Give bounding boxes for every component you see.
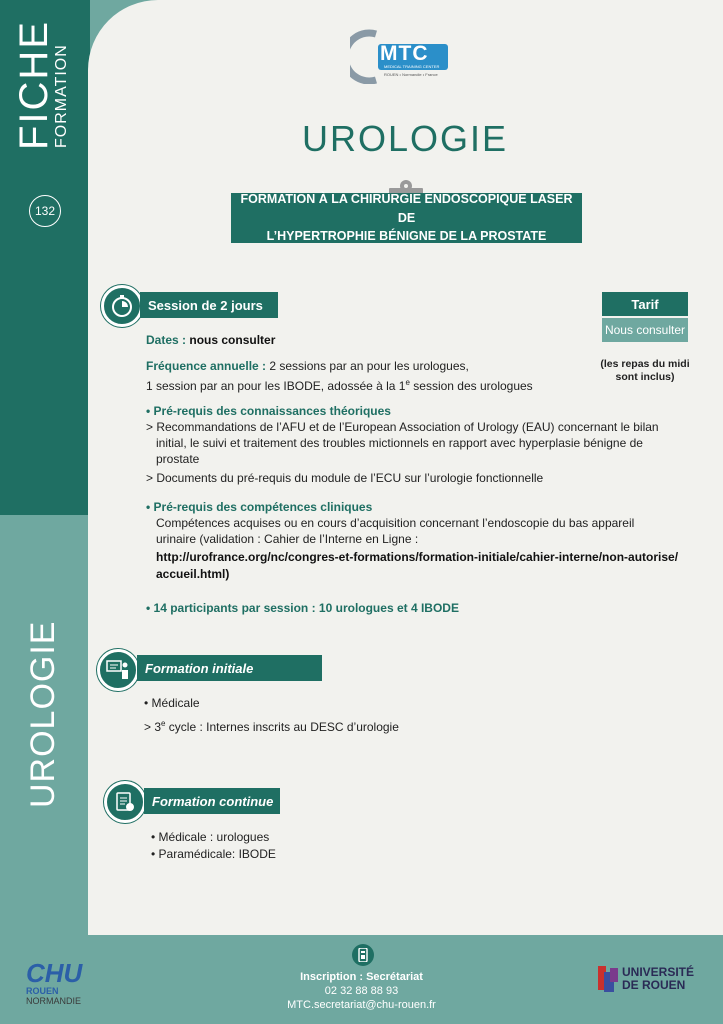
initial-item-prefix: > 3 <box>144 720 162 734</box>
stopwatch-icon <box>101 285 143 327</box>
prereq-theory-item: prostate <box>156 452 200 466</box>
prereq-clinical-title: • Pré-requis des compétences cliniques <box>146 500 373 514</box>
universite-text: UNIVERSITÉ <box>622 965 695 979</box>
tarif-note-line2: sont inclus) <box>615 371 675 383</box>
tarif-note-line1: (les repas du midi <box>600 358 690 370</box>
fiche-number: 132 <box>29 195 61 227</box>
formation-label: FORMATION <box>53 44 70 148</box>
chu-logo-text: CHU <box>26 958 83 988</box>
frequency-label: Fréquence annuelle : <box>146 359 267 373</box>
frequency-line2 <box>146 375 533 394</box>
chu-logo-normandie: NORMANDIE <box>26 996 82 1006</box>
prereq-theory-item: > Recommandations de l’AFU et de l’European Association of Urology (EAU) concernant le bilan <box>146 420 659 434</box>
session-heading: Session de 2 jours <box>140 292 278 318</box>
participants-line: • 14 participants par session : 10 urologues et 4 IBODE <box>146 601 459 615</box>
prereq-clinical-line2: urinaire (validation : Cahier de l’Interne en Ligne : <box>156 532 419 546</box>
initial-item: • Médicale <box>144 696 200 710</box>
logo-subtitle-2: ROUEN • Normandie • France <box>384 72 438 77</box>
chu-logo <box>26 960 106 1006</box>
frequency-sup: e <box>405 378 410 387</box>
specialty-label: UROLOGIE <box>24 620 62 808</box>
course-title-box <box>231 193 582 243</box>
chu-logo-sub <box>26 986 106 1006</box>
course-title-line1: FORMATION À LA CHIRURGIE ENDOSCOPIQUE LASER DE <box>240 191 573 225</box>
prereq-theory-item: > Documents du pré-requis du module de l’ECU sur l’urologie fonctionnelle <box>146 471 544 485</box>
prereq-clinical-url-end[interactable]: accueil.html) <box>156 567 230 581</box>
continuing-item: • Paramédicale: IBODE <box>151 847 276 861</box>
dates-label: Dates : <box>146 333 187 347</box>
frequency-line2-text: 1 session par an pour les IBODE, adossée à la 1 <box>146 379 406 393</box>
frequency-line1 <box>146 359 469 374</box>
initial-item-cycle <box>144 716 399 735</box>
initial-item-rest: cycle : Internes inscrits au DESC d’urologie <box>165 720 399 734</box>
frequency-value: 2 sessions par an pour les urologues, <box>269 359 469 373</box>
continuing-item: • Médicale : urologues <box>151 830 270 844</box>
frequency-line2-end: session des urologues <box>409 379 533 393</box>
prereq-clinical-line1: Compétences acquises ou en cours d’acquisition concernant l’endoscopie du bas appareil <box>156 516 635 530</box>
prereq-clinical-url[interactable]: http://urofrance.org/nc/congres-et-formations/formation-initiale/cahier-interne/non-autorise/ <box>156 550 679 564</box>
registration-phone[interactable]: 02 32 88 88 93 <box>324 985 399 997</box>
prereq-theory-item: initial, le suivi et traitement des troubles mictionnels en rapport avec hyperplasie bénigne de <box>156 436 643 450</box>
fiche-label: FICHE <box>12 20 56 150</box>
continuing-training-heading: Formation continue <box>144 788 280 814</box>
tarif-note <box>590 358 700 384</box>
registration-email[interactable]: MTC.secretariat@chu-rouen.fr <box>287 999 436 1011</box>
phone-icon <box>352 944 374 966</box>
initial-training-heading: Formation initiale <box>137 655 322 681</box>
logo-text: MTC <box>380 42 429 65</box>
mtc-logo <box>350 28 450 84</box>
registration-label: Inscription : Secrétariat <box>300 971 423 983</box>
tarif-value: Nous consulter <box>602 318 688 342</box>
chu-logo-rouen: ROUEN <box>26 986 59 996</box>
teacher-board-icon <box>97 649 139 691</box>
page-title: UROLOGIE <box>301 118 509 159</box>
document-list-icon <box>104 781 146 823</box>
tarif-heading: Tarif <box>602 292 688 316</box>
dates-value: nous consulter <box>189 333 276 347</box>
prereq-theory-title: • Pré-requis des connaissances théoriques <box>146 404 391 418</box>
initial-item-sup: e <box>161 719 166 728</box>
dates-line <box>146 333 275 348</box>
rouen-text: DE ROUEN <box>622 978 686 992</box>
course-title-line2: L’HYPERTROPHIE BÉNIGNE DE LA PROSTATE <box>266 229 547 244</box>
logo-subtitle: MEDICAL TRAINING CENTER <box>384 64 440 69</box>
